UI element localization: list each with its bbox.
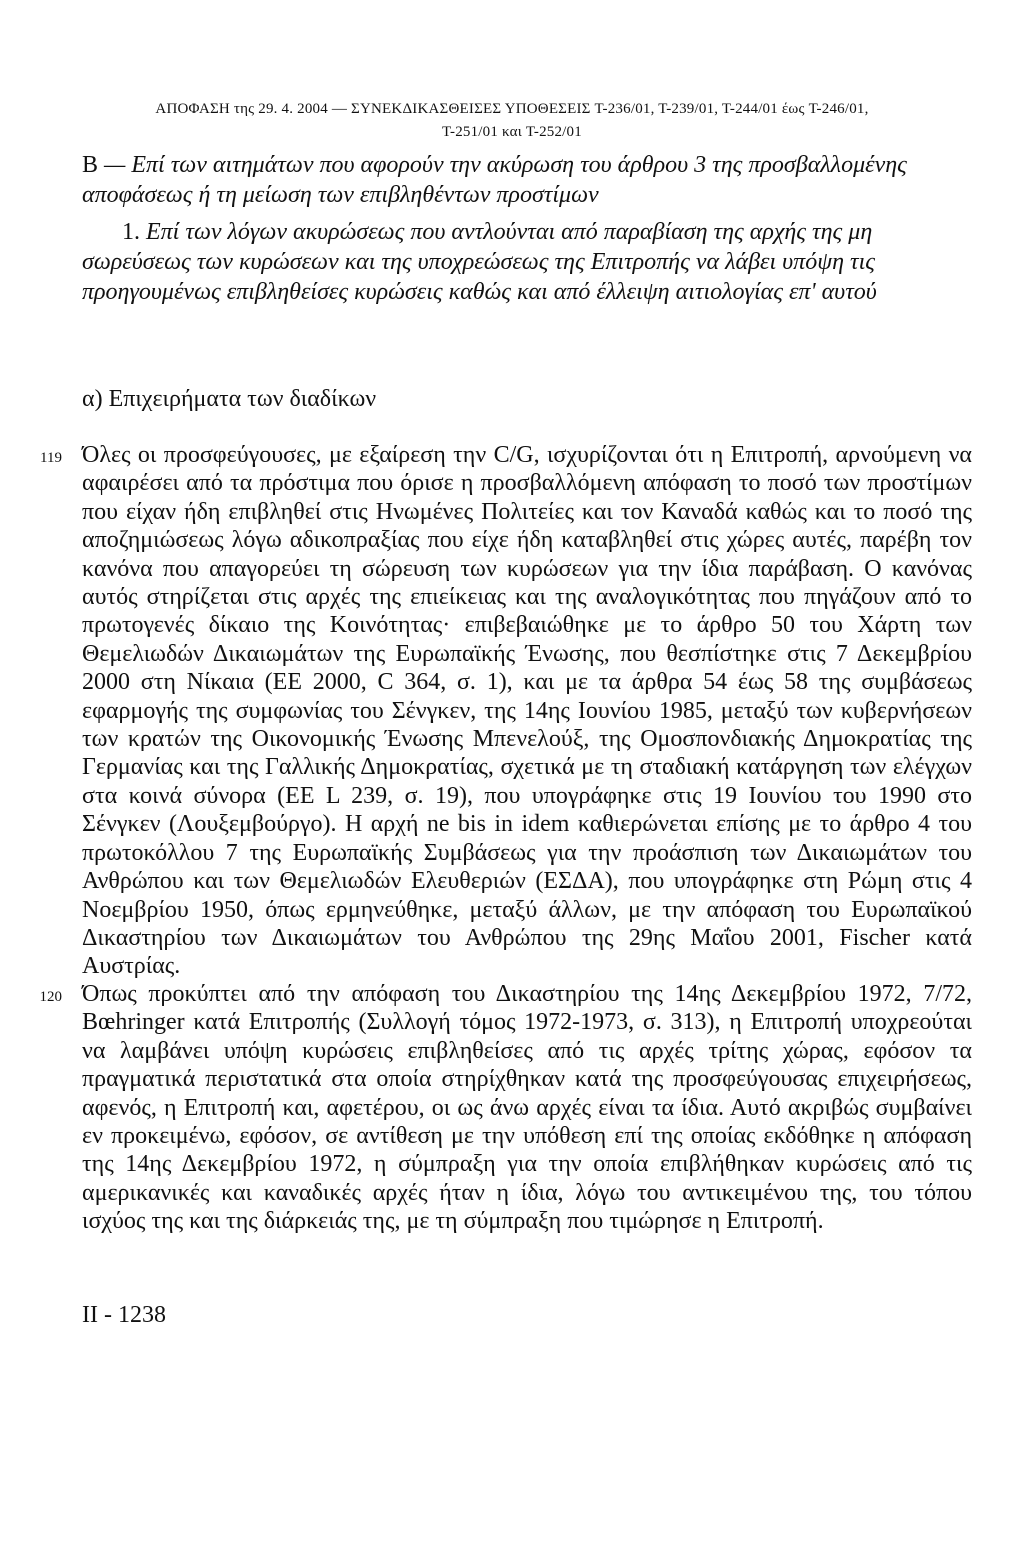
header-line-2: T-251/01 και T-252/01	[442, 124, 582, 140]
running-header	[0, 98, 1024, 144]
header-line-1: ΑΠΟΦΑΣΗ της 29. 4. 2004 — ΣΥΝΕΚΔΙΚΑΣΘΕΙΣΕΣ ΥΠΟΘΕΣΕΙΣ T-236/01, T-239/01, T-244/01 έως T-246/01,	[155, 101, 869, 117]
paragraph-text: Όπως προκύπτει από την απόφαση του Δικαστηρίου της 14ης Δεκεμβρίου 1972, 7/72, Bœhringer κατά Επιτροπής (Συλλογή τόμος 1972-1973, σ. 313), η Επιτροπή υποχρεούται να λαμβάνει υπόψη κυρώσεις επιβληθείσες από τις αρχές τρίτης χώρας, εφόσον τα πραγματικά περιστατικά στα οποία στηρίχθηκαν κατά της προσφεύγουσας επιχειρήσεως, αφενός, η Επιτροπή και, αφετέρου, οι ως άνω αρχές είναι τα ίδια. Αυτό ακριβώς συμβαίνει εν προκειμένω, εφόσον, σε αντίθεση με την υπόθεση επί της οποίας εκδόθηκε η απόφαση της 14ης Δεκεμβρίου 1972, η σύμπραξη για την οποία επιβλήθηκαν κυρώσεις από τις αμερικανικές και καναδικές αρχές ήταν η ίδια, λόγω του αντικειμένου της, του τόπου ισχύος της και της διάρκειάς της, με τη σύμπραξη που τιμώρησε η Επιτροπή.	[82, 981, 972, 1235]
point-number: 1.	[122, 219, 140, 245]
paragraph-text: Όλες οι προσφεύγουσες, με εξαίρεση την C/G, ισχυρίζονται ότι η Επιτροπή, αρνούμενη να αφαιρέσει από τα πρόστιμα που όρισε η προσβαλλόμενη απόφαση το ποσό των προστίμων που είχαν ήδη επιβληθεί στις Ηνωμένες Πολιτείες και τον Καναδά καθώς και το ποσό της αποζημιώσεως λόγω αδικοπραξίας που είχε ήδη καταβληθεί στις χώρες αυτές, παρέβη τον κανόνα που απαγορεύει τη σώρευση των κυρώσεων για την ίδια παράβαση. Ο κανόνας αυτός στηρίζεται στις αρχές της επιείκειας και της αναλογικότητας που πηγάζουν από το πρωτογενές δίκαιο της Κοινότητας· επιβεβαιώθηκε με το άρθρο 50 του Χάρτη των Θεμελιωδών Δικαιωμάτων της Ευρωπαϊκής Ένωσης, που θεσπίστηκε στις 7 Δεκεμβρίου 2000 στη Νίκαια (ΕΕ 2000, C 364, σ. 1), και με τα άρθρα 54 έως 58 της συμβάσεως εφαρμογής της συμφωνίας του Σένγκεν, της 14ης Ιουνίου 1985, μεταξύ των κυβερνήσεων των κρατών της Οικονομικής Ένωσης Μπενελούξ, της Ομοσπονδιακής Δημοκρατίας της Γερμανίας και της Γαλλικής Δημοκρατίας, σχετικά με τη σταδιακή κατάργηση των ελέγχων στα κοινά σύνορα (ΕΕ L 239, σ. 19), που υπογράφηκε στις 19 Ιουνίου του 1990 στο Σένγκεν (Λουξεμβούργο). Η αρχή ne bis in idem καθιερώνεται επίσης με το άρθρο 4 του πρωτοκόλλου 7 της Ευρωπαϊκής Συμβάσεως για την προάσπιση των Δικαιωμάτων του Ανθρώπου και των Θεμελιωδών Ελευθεριών (ΕΣΔΑ), που υπογράφηκε στη Ρώμη στις 4 Νοεμβρίου 1950, όπως ερμηνεύθηκε, μεταξύ άλλων, με την απόφαση του Ευρωπαϊκού Δικαστηρίου των Δικαιωμάτων του Ανθρώπου της 29ης Μαΐου 2001, Fischer κατά Αυστρίας.	[82, 442, 972, 980]
section-title-text: — Επί των αιτημάτων που αφορούν την ακύρωση του άρθρου 3 της προσβαλλομένης αποφάσεως ή τη μείωση των επιβληθέντων προστίμων	[82, 152, 907, 208]
paragraph-number: 119	[40, 450, 62, 466]
subheading: α) Επιχειρήματα των διαδίκων	[82, 386, 377, 412]
section-letter: Β	[82, 152, 99, 178]
section-title	[82, 150, 972, 210]
point-text: Επί των λόγων ακυρώσεως που αντλούνται από παραβίαση της αρχής της μη σωρεύσεως των κυρώσεων και της υποχρεώσεως της Επιτροπής να λάβει υπόψη τις προηγουμένως επιβληθείσες κυρώσεις καθώς και από έλλειψη αιτιολογίας επ' αυτού	[82, 219, 877, 305]
paragraph-number: 120	[39, 989, 62, 1005]
point-heading	[82, 217, 972, 307]
page-number: II - 1238	[82, 1302, 166, 1328]
